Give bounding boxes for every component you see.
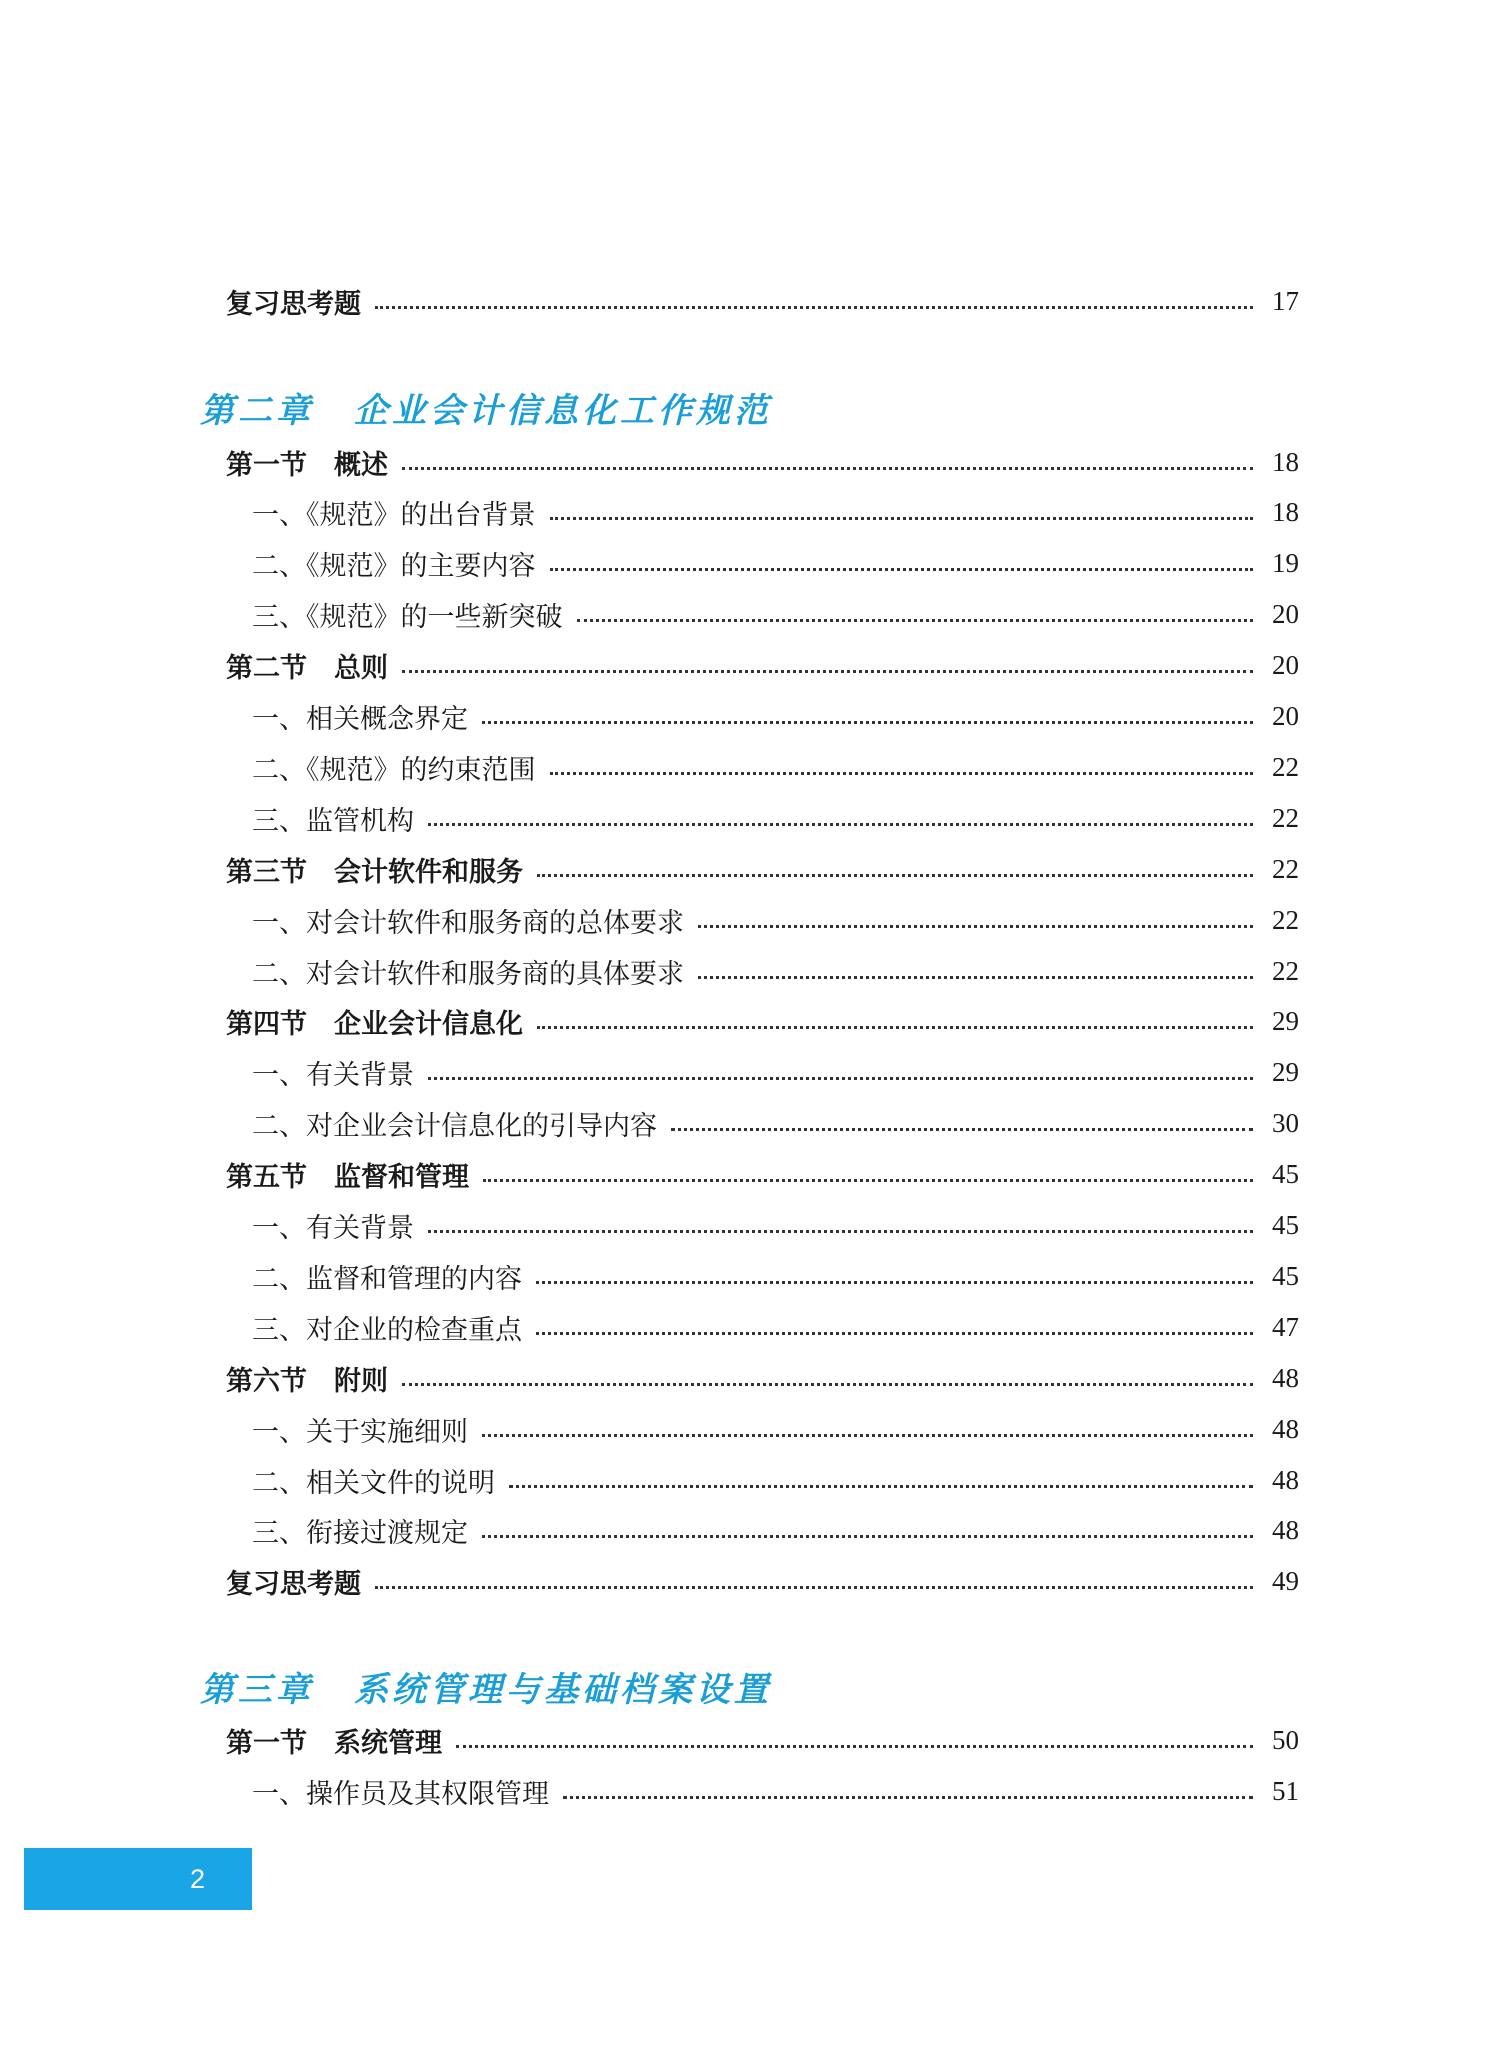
toc-entry-page: 22 xyxy=(1272,853,1299,884)
toc-section-entry[interactable] xyxy=(226,1358,1299,1398)
toc-entry-page: 22 xyxy=(1272,955,1299,986)
dot-leader xyxy=(536,1281,1253,1284)
toc-entry-label: 一、有关背景 xyxy=(252,1060,414,1092)
toc-entry-page: 51 xyxy=(1272,1775,1299,1806)
dot-leader xyxy=(428,823,1253,826)
dot-leader xyxy=(483,1179,1253,1182)
toc-subsection-entry[interactable] xyxy=(252,493,1299,533)
toc-subsection-entry[interactable] xyxy=(252,1460,1299,1500)
dot-leader xyxy=(550,772,1254,775)
toc-entry-page: 30 xyxy=(1272,1108,1299,1139)
dot-leader xyxy=(509,1485,1253,1488)
chapter-title: 系统管理与基础档案设置 xyxy=(354,1669,772,1710)
toc-entry-label: 三、《规范》的一些新突破 xyxy=(252,602,563,634)
toc-entry-label: 二、相关文件的说明 xyxy=(252,1467,495,1499)
toc-subsection-entry[interactable] xyxy=(252,1053,1299,1093)
toc-section-entry[interactable] xyxy=(226,1720,1299,1760)
toc-subsection-entry[interactable] xyxy=(252,798,1299,838)
toc-entry-page: 17 xyxy=(1272,285,1299,316)
dot-leader xyxy=(428,1230,1253,1233)
toc-entry-label: 一、关于实施细则 xyxy=(252,1416,468,1448)
dot-leader xyxy=(428,1077,1253,1080)
dot-leader xyxy=(375,1586,1253,1589)
toc-subsection-entry[interactable] xyxy=(252,1256,1299,1296)
dot-leader xyxy=(698,976,1253,979)
toc-entry-label: 二、《规范》的主要内容 xyxy=(252,551,536,583)
toc-entry-label: 复习思考题 xyxy=(226,1569,361,1601)
toc-entry-label: 第二节 总则 xyxy=(226,653,388,685)
toc-entry-page: 49 xyxy=(1272,1566,1299,1597)
toc-section-entry[interactable] xyxy=(226,1562,1299,1602)
dot-leader xyxy=(537,1026,1253,1029)
toc-entry-label: 二、对企业会计信息化的引导内容 xyxy=(252,1111,657,1143)
dot-leader xyxy=(671,1128,1253,1131)
toc-section-entry[interactable] xyxy=(226,442,1299,482)
dot-leader xyxy=(482,1434,1253,1437)
toc-entry-page: 20 xyxy=(1272,599,1299,630)
toc-entry-label: 三、对企业的检查重点 xyxy=(252,1314,522,1346)
toc-subsection-entry[interactable] xyxy=(252,1206,1299,1246)
toc-entry-label: 第五节 监督和管理 xyxy=(226,1162,469,1194)
toc-section-entry[interactable] xyxy=(226,1002,1299,1042)
toc-entry-page: 22 xyxy=(1272,904,1299,935)
toc-entry-label: 三、监管机构 xyxy=(252,805,414,837)
toc-entry-page: 48 xyxy=(1272,1515,1299,1546)
toc-entry-page: 20 xyxy=(1272,701,1299,731)
toc-entry-label: 一、对会计软件和服务商的总体要求 xyxy=(252,907,684,939)
toc-entry-page: 48 xyxy=(1272,1362,1299,1393)
toc-entry-label: 一、操作员及其权限管理 xyxy=(252,1778,549,1810)
toc-entry-label: 第三节 会计软件和服务 xyxy=(226,856,523,888)
toc-entry-label: 一、相关概念界定 xyxy=(252,704,468,735)
toc-entry-page: 50 xyxy=(1272,1724,1299,1755)
dot-leader xyxy=(482,1535,1253,1538)
dot-leader xyxy=(456,1745,1253,1748)
dot-leader xyxy=(550,517,1254,520)
toc-subsection-entry[interactable] xyxy=(252,900,1299,940)
toc-entry-page: 29 xyxy=(1272,1006,1299,1037)
dot-leader xyxy=(402,1383,1253,1386)
toc-entry-label: 二、监督和管理的内容 xyxy=(252,1263,522,1295)
toc-subsection-entry[interactable] xyxy=(252,1771,1299,1811)
toc-section-entry[interactable] xyxy=(226,849,1299,889)
chapter-heading-3[interactable] xyxy=(200,1658,772,1714)
toc-entry-page: 22 xyxy=(1272,751,1299,782)
toc-subsection-entry[interactable] xyxy=(252,747,1299,787)
dot-leader xyxy=(537,874,1253,877)
toc-subsection-entry[interactable] xyxy=(252,1511,1299,1551)
toc-subsection-entry[interactable] xyxy=(252,951,1299,991)
page-number-tab xyxy=(24,1848,252,1910)
toc-entry-label: 一、有关背景 xyxy=(252,1213,414,1244)
toc-subsection-entry[interactable] xyxy=(252,1409,1299,1449)
toc-subsection-entry[interactable] xyxy=(252,697,1299,737)
toc-entry-label: 第一节 概述 xyxy=(226,449,388,481)
toc-entry-page: 18 xyxy=(1272,497,1299,528)
toc-entry-review-ch1[interactable] xyxy=(226,281,1299,321)
dot-leader xyxy=(698,925,1253,928)
toc-entry-label: 二、对会计软件和服务商的具体要求 xyxy=(252,958,684,990)
toc-entry-label: 复习思考题 xyxy=(226,288,361,320)
toc-entry-label: 三、衔接过渡规定 xyxy=(252,1518,468,1550)
dot-leader xyxy=(402,670,1253,673)
toc-entry-page: 18 xyxy=(1272,446,1299,477)
dot-leader xyxy=(536,1332,1253,1335)
toc-entry-page: 22 xyxy=(1272,802,1299,833)
dot-leader xyxy=(577,619,1254,622)
toc-entry-page: 45 xyxy=(1272,1210,1299,1240)
dot-leader xyxy=(482,721,1253,724)
toc-entry-page: 19 xyxy=(1272,548,1299,579)
toc-subsection-entry[interactable] xyxy=(252,1104,1299,1144)
dot-leader xyxy=(375,306,1253,309)
toc-entry-page: 48 xyxy=(1272,1413,1299,1444)
chapter-number: 第三章 xyxy=(200,1669,314,1710)
toc-entry-page: 20 xyxy=(1272,650,1299,681)
toc-subsection-entry[interactable] xyxy=(252,544,1299,584)
toc-entry-label: 二、《规范》的约束范围 xyxy=(252,754,536,786)
toc-entry-page: 47 xyxy=(1272,1311,1299,1342)
chapter-heading-2[interactable] xyxy=(200,379,772,435)
toc-entry-label: 第四节 企业会计信息化 xyxy=(226,1009,523,1041)
toc-subsection-entry[interactable] xyxy=(252,1307,1299,1347)
dot-leader xyxy=(550,568,1254,571)
toc-entry-page: 29 xyxy=(1272,1057,1299,1088)
toc-section-entry[interactable] xyxy=(226,1155,1299,1195)
page-number: 2 xyxy=(190,1864,206,1894)
toc-entry-page: 45 xyxy=(1272,1159,1299,1190)
toc-subsection-entry[interactable] xyxy=(252,595,1299,635)
dot-leader xyxy=(563,1796,1253,1799)
chapter-number: 第二章 xyxy=(200,390,314,431)
dot-leader xyxy=(402,467,1253,470)
toc-section-entry[interactable] xyxy=(226,646,1299,686)
chapter-title: 企业会计信息化工作规范 xyxy=(354,390,772,431)
toc-entry-label: 一、《规范》的出台背景 xyxy=(252,500,536,532)
toc-entry-page: 48 xyxy=(1272,1464,1299,1495)
toc-entry-page: 45 xyxy=(1272,1260,1299,1291)
toc-entry-label: 第六节 附则 xyxy=(226,1365,388,1397)
toc-entry-label: 第一节 系统管理 xyxy=(226,1727,442,1759)
